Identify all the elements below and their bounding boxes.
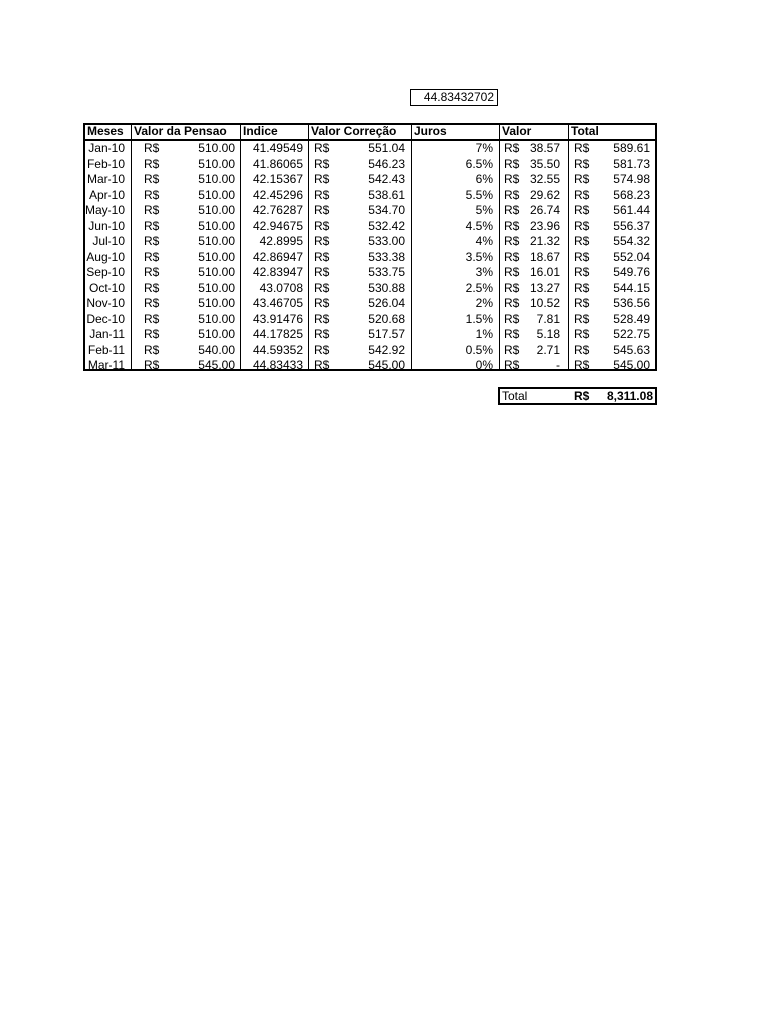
cell-valor: 10.52 bbox=[529, 296, 560, 310]
cell-valor: 35.50 bbox=[529, 156, 560, 171]
cell-indice: 43.0708 bbox=[259, 280, 303, 295]
pension-table bbox=[83, 123, 657, 371]
cell-valor-correcao: 542.92 bbox=[368, 342, 405, 357]
grand-total-value: 8,311.08 bbox=[606, 389, 653, 403]
cell-currency-correcao: R$ bbox=[314, 311, 330, 326]
cell-indice: 42.8995 bbox=[259, 234, 303, 248]
cell-currency-valor: R$ bbox=[504, 280, 520, 295]
grand-total-box bbox=[498, 387, 657, 405]
cell-indice: 42.45296 bbox=[252, 187, 303, 202]
cell-valor: 13.27 bbox=[529, 280, 560, 295]
cell-valor: 38.57 bbox=[529, 141, 560, 155]
cell-juros: 3% bbox=[475, 265, 493, 279]
cell-currency-total: R$ bbox=[574, 203, 590, 217]
cell-valor-pensao: 510.00 bbox=[198, 172, 235, 186]
cell-indice: 42.76287 bbox=[252, 203, 303, 217]
cell-juros: 5% bbox=[475, 203, 493, 217]
cell-total: 528.49 bbox=[613, 311, 650, 326]
cell-total: 549.76 bbox=[613, 265, 650, 279]
cell-valor-correcao: 520.68 bbox=[368, 311, 405, 326]
cell-total: 568.23 bbox=[613, 187, 650, 202]
cell-valor: 21.32 bbox=[529, 234, 560, 248]
cell-juros: 5.5% bbox=[465, 187, 493, 202]
table-row bbox=[85, 312, 655, 328]
cell-valor: 32.55 bbox=[529, 172, 560, 186]
cell-currency-pensao: R$ bbox=[144, 311, 160, 326]
table-row bbox=[85, 141, 655, 157]
cell-total: 574.98 bbox=[613, 172, 650, 186]
cell-valor: 5.18 bbox=[536, 327, 560, 341]
cell-currency-pensao: R$ bbox=[144, 218, 160, 233]
cell-mes: Feb-11 bbox=[87, 342, 125, 357]
cell-currency-total: R$ bbox=[574, 265, 590, 279]
cell-valor: 23.96 bbox=[529, 218, 560, 233]
cell-currency-pensao: R$ bbox=[144, 342, 160, 357]
cell-valor-correcao: 532.42 bbox=[368, 218, 405, 233]
table-row bbox=[85, 234, 655, 250]
cell-valor-correcao: 546.23 bbox=[368, 156, 405, 171]
cell-valor-correcao: 533.75 bbox=[368, 265, 405, 279]
cell-currency-total: R$ bbox=[574, 141, 590, 155]
cell-currency-total: R$ bbox=[574, 156, 590, 171]
header-meses: Meses bbox=[87, 124, 124, 138]
cell-valor-correcao: 526.04 bbox=[368, 296, 405, 310]
cell-valor-pensao: 510.00 bbox=[198, 311, 235, 326]
grand-total-currency: R$ bbox=[574, 389, 590, 403]
cell-currency-pensao: R$ bbox=[144, 280, 160, 295]
cell-currency-pensao: R$ bbox=[144, 265, 160, 279]
cell-mes: Jun-10 bbox=[88, 218, 125, 233]
cell-mes: Jan-11 bbox=[89, 327, 125, 341]
cell-valor-pensao: 510.00 bbox=[198, 218, 235, 233]
cell-total: 554.32 bbox=[613, 234, 650, 248]
cell-valor-pensao: 510.00 bbox=[198, 296, 235, 310]
cell-valor-pensao: 510.00 bbox=[198, 203, 235, 217]
cell-currency-total: R$ bbox=[574, 311, 590, 326]
header-indice: Indice bbox=[243, 124, 278, 138]
cell-currency-correcao: R$ bbox=[314, 172, 330, 186]
cell-juros: 2.5% bbox=[465, 280, 493, 295]
cell-currency-correcao: R$ bbox=[314, 249, 330, 264]
cell-mes: Aug-10 bbox=[86, 249, 125, 264]
cell-currency-total: R$ bbox=[574, 342, 590, 357]
cell-mes: Mar-10 bbox=[86, 172, 125, 186]
cell-mes: Feb-10 bbox=[86, 156, 125, 171]
cell-valor: 26.74 bbox=[529, 203, 560, 217]
cell-currency-pensao: R$ bbox=[144, 296, 160, 310]
cell-mes: May-10 bbox=[84, 203, 125, 217]
cell-currency-total: R$ bbox=[574, 327, 590, 341]
grand-total-label: Total bbox=[502, 389, 528, 403]
cell-valor-pensao: 510.00 bbox=[198, 234, 235, 248]
table-row bbox=[85, 343, 655, 359]
header-total: Total bbox=[571, 124, 599, 138]
cell-valor: - bbox=[556, 358, 560, 372]
cell-currency-pensao: R$ bbox=[144, 358, 160, 372]
cell-valor: 29.62 bbox=[529, 187, 560, 202]
cell-indice: 44.17825 bbox=[252, 327, 303, 341]
cell-valor-correcao: 538.61 bbox=[368, 187, 405, 202]
cell-currency-valor: R$ bbox=[504, 296, 520, 310]
cell-valor-pensao: 545.00 bbox=[198, 358, 235, 372]
cell-currency-pensao: R$ bbox=[144, 172, 160, 186]
cell-currency-correcao: R$ bbox=[314, 280, 330, 295]
table-row bbox=[85, 172, 655, 188]
cell-indice: 44.83433 bbox=[252, 358, 303, 372]
cell-currency-valor: R$ bbox=[504, 218, 520, 233]
cell-currency-correcao: R$ bbox=[314, 218, 330, 233]
cell-currency-correcao: R$ bbox=[314, 327, 330, 341]
cell-currency-pensao: R$ bbox=[144, 141, 160, 155]
cell-indice: 44.59352 bbox=[252, 342, 303, 357]
cell-juros: 0.5% bbox=[465, 342, 493, 357]
cell-juros: 0% bbox=[475, 358, 493, 372]
cell-currency-correcao: R$ bbox=[314, 187, 330, 202]
cell-currency-valor: R$ bbox=[504, 265, 520, 279]
cell-currency-total: R$ bbox=[574, 218, 590, 233]
cell-currency-valor: R$ bbox=[504, 172, 520, 186]
cell-juros: 7% bbox=[475, 141, 493, 155]
cell-mes: Jul-10 bbox=[92, 234, 125, 248]
cell-currency-valor: R$ bbox=[504, 141, 520, 155]
cell-currency-total: R$ bbox=[574, 358, 590, 372]
cell-currency-total: R$ bbox=[574, 296, 590, 310]
cell-mes: Sep-10 bbox=[86, 265, 125, 279]
cell-juros: 4% bbox=[475, 234, 493, 248]
cell-mes: Jan-10 bbox=[88, 141, 125, 155]
cell-total: 536.56 bbox=[613, 296, 650, 310]
cell-currency-pensao: R$ bbox=[144, 327, 160, 341]
table-header-row bbox=[85, 125, 655, 141]
cell-currency-valor: R$ bbox=[504, 311, 520, 326]
header-valor-pensao: Valor da Pensao bbox=[134, 124, 227, 138]
cell-valor-pensao: 510.00 bbox=[198, 156, 235, 171]
cell-total: 544.15 bbox=[613, 280, 650, 295]
cell-valor-pensao: 510.00 bbox=[198, 280, 235, 295]
cell-currency-total: R$ bbox=[574, 234, 590, 248]
cell-mes: Nov-10 bbox=[86, 296, 125, 310]
cell-mes: Apr-10 bbox=[88, 187, 125, 202]
cell-currency-correcao: R$ bbox=[314, 203, 330, 217]
cell-indice: 43.46705 bbox=[252, 296, 303, 310]
cell-currency-correcao: R$ bbox=[314, 342, 330, 357]
table-row bbox=[85, 358, 655, 374]
cell-indice: 42.15367 bbox=[252, 172, 303, 186]
cell-total: 545.63 bbox=[613, 342, 650, 357]
cell-total: 589.61 bbox=[613, 141, 650, 155]
table-row bbox=[85, 188, 655, 204]
cell-valor-pensao: 510.00 bbox=[198, 141, 235, 155]
cell-mes: Mar-11 bbox=[87, 358, 125, 372]
header-valor-correcao: Valor Correção bbox=[311, 124, 397, 138]
table-row bbox=[85, 250, 655, 266]
cell-total: 581.73 bbox=[613, 156, 650, 171]
table-row bbox=[85, 219, 655, 235]
cell-valor-correcao: 545.00 bbox=[368, 358, 405, 372]
cell-currency-valor: R$ bbox=[504, 358, 520, 372]
cell-currency-valor: R$ bbox=[504, 156, 520, 171]
cell-juros: 1.5% bbox=[465, 311, 493, 326]
cell-indice: 41.49549 bbox=[252, 141, 303, 155]
cell-currency-correcao: R$ bbox=[314, 358, 330, 372]
cell-juros: 2% bbox=[475, 296, 493, 310]
cell-currency-correcao: R$ bbox=[314, 234, 330, 248]
cell-valor: 16.01 bbox=[529, 265, 560, 279]
cell-total: 556.37 bbox=[613, 218, 650, 233]
cell-valor-correcao: 517.57 bbox=[368, 327, 405, 341]
cell-currency-pensao: R$ bbox=[144, 187, 160, 202]
cell-currency-correcao: R$ bbox=[314, 296, 330, 310]
cell-valor-pensao: 510.00 bbox=[198, 187, 235, 202]
cell-currency-pensao: R$ bbox=[144, 156, 160, 171]
cell-valor: 7.81 bbox=[536, 311, 560, 326]
cell-juros: 4.5% bbox=[465, 218, 493, 233]
cell-valor-correcao: 551.04 bbox=[368, 141, 405, 155]
cell-currency-valor: R$ bbox=[504, 203, 520, 217]
cell-mes: Oct-10 bbox=[88, 280, 125, 295]
cell-indice: 41.86065 bbox=[252, 156, 303, 171]
table-row bbox=[85, 327, 655, 343]
reference-index-cell: 44.83432702 bbox=[410, 89, 498, 106]
cell-currency-valor: R$ bbox=[504, 187, 520, 202]
cell-currency-pensao: R$ bbox=[144, 249, 160, 264]
cell-currency-correcao: R$ bbox=[314, 141, 330, 155]
cell-valor-correcao: 534.70 bbox=[368, 203, 405, 217]
cell-juros: 6.5% bbox=[465, 156, 493, 171]
table-row bbox=[85, 265, 655, 281]
table-row bbox=[85, 296, 655, 312]
cell-valor-pensao: 510.00 bbox=[198, 327, 235, 341]
header-juros: Juros bbox=[414, 124, 447, 138]
cell-currency-correcao: R$ bbox=[314, 265, 330, 279]
cell-valor-correcao: 533.00 bbox=[368, 234, 405, 248]
cell-currency-total: R$ bbox=[574, 172, 590, 186]
table-row bbox=[85, 203, 655, 219]
cell-currency-correcao: R$ bbox=[314, 156, 330, 171]
cell-total: 561.44 bbox=[613, 203, 650, 217]
cell-currency-total: R$ bbox=[574, 187, 590, 202]
cell-currency-total: R$ bbox=[574, 249, 590, 264]
table-row bbox=[85, 157, 655, 173]
cell-indice: 43.91476 bbox=[252, 311, 303, 326]
cell-valor-correcao: 542.43 bbox=[368, 172, 405, 186]
cell-currency-pensao: R$ bbox=[144, 234, 160, 248]
cell-juros: 1% bbox=[475, 327, 493, 341]
cell-valor-correcao: 530.88 bbox=[368, 280, 405, 295]
table-row bbox=[85, 281, 655, 297]
cell-valor-pensao: 540.00 bbox=[198, 342, 235, 357]
cell-valor-pensao: 510.00 bbox=[198, 265, 235, 279]
cell-currency-valor: R$ bbox=[504, 234, 520, 248]
cell-total: 545.00 bbox=[613, 358, 650, 372]
cell-total: 552.04 bbox=[613, 249, 650, 264]
cell-valor: 2.71 bbox=[536, 342, 560, 357]
cell-currency-valor: R$ bbox=[504, 249, 520, 264]
cell-valor-pensao: 510.00 bbox=[198, 249, 235, 264]
cell-total: 522.75 bbox=[613, 327, 650, 341]
cell-juros: 6% bbox=[475, 172, 493, 186]
cell-juros: 3.5% bbox=[465, 249, 493, 264]
cell-valor: 18.67 bbox=[529, 249, 560, 264]
cell-currency-pensao: R$ bbox=[144, 203, 160, 217]
cell-mes: Dec-10 bbox=[86, 311, 125, 326]
header-valor: Valor bbox=[502, 124, 532, 138]
cell-indice: 42.83947 bbox=[252, 265, 303, 279]
cell-currency-valor: R$ bbox=[504, 342, 520, 357]
cell-valor-correcao: 533.38 bbox=[368, 249, 405, 264]
cell-indice: 42.86947 bbox=[252, 249, 303, 264]
cell-indice: 42.94675 bbox=[252, 218, 303, 233]
cell-currency-total: R$ bbox=[574, 280, 590, 295]
cell-currency-valor: R$ bbox=[504, 327, 520, 341]
